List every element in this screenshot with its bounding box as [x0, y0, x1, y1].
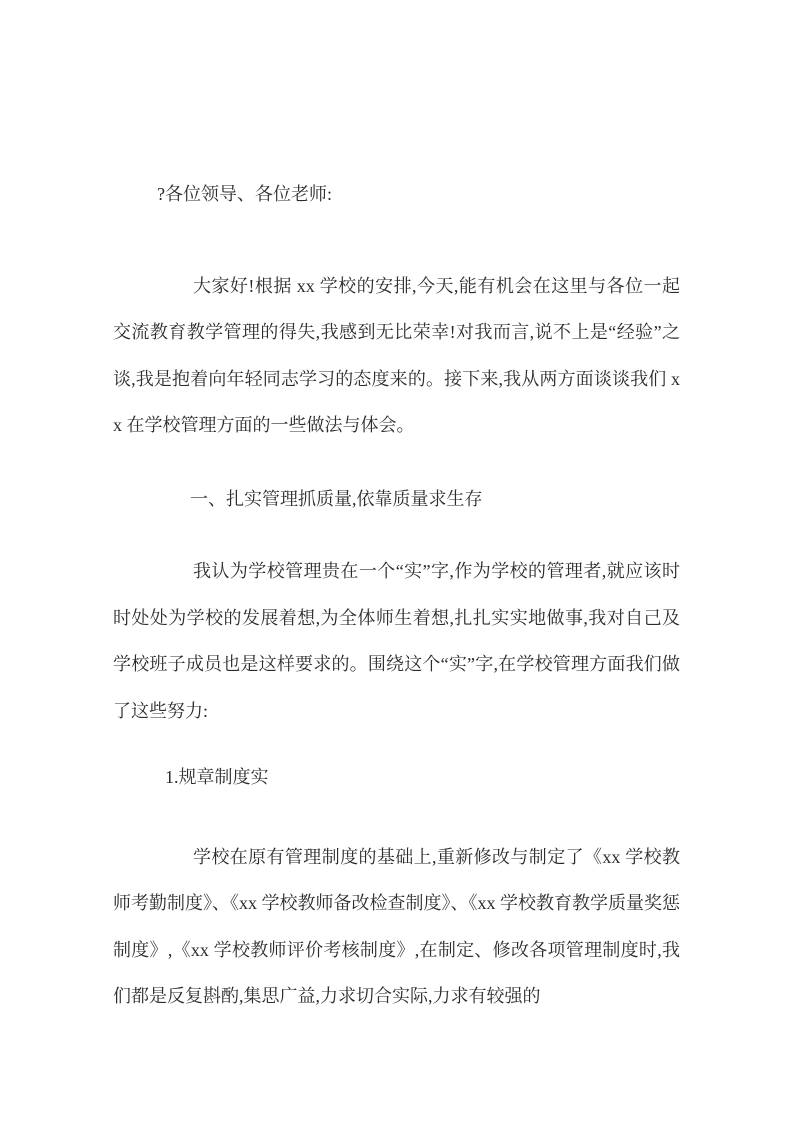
regulations-detail-paragraph: 学校在原有管理制度的基础上,重新修改与制定了《xx 学校教师考勤制度》、《xx 学校教师备改检查制度》、《xx 学校教育教学质量奖惩制度》,《xx 学校教师评价考核制度》,在制定、修改各项管理制度时,我们都是反复斟酌,集思广益,力求切合实际,力求有较强的	[113, 846, 680, 1006]
subheading-rules-and-regulations: 1.规章制度实	[165, 767, 269, 787]
salutation-line: ?各位领导、各位老师:	[157, 184, 332, 204]
opening-paragraph: 大家好!根据 xx 学校的安排,今天,能有机会在这里与各位一起交流教育教学管理的得失,我感到无比荣幸!对我而言,说不上是“经验”之谈,我是抱着向年轻同志学习的态度来的。接下来,我从两方面谈谈我们 xx 在学校管理方面的一些做法与体会。	[113, 275, 680, 435]
section-heading-one: 一、扎实管理抓质量,依靠质量求生存	[190, 488, 483, 509]
management-philosophy-paragraph: 我认为学校管理贵在一个“实”字,作为学校的管理者,就应该时时处处为学校的发展着想,为全体师生着想,扎扎实实地做事,我对自己及学校班子成员也是这样要求的。围绕这个“实”字,在学校管理方面我们做了这些努力:	[113, 561, 680, 721]
